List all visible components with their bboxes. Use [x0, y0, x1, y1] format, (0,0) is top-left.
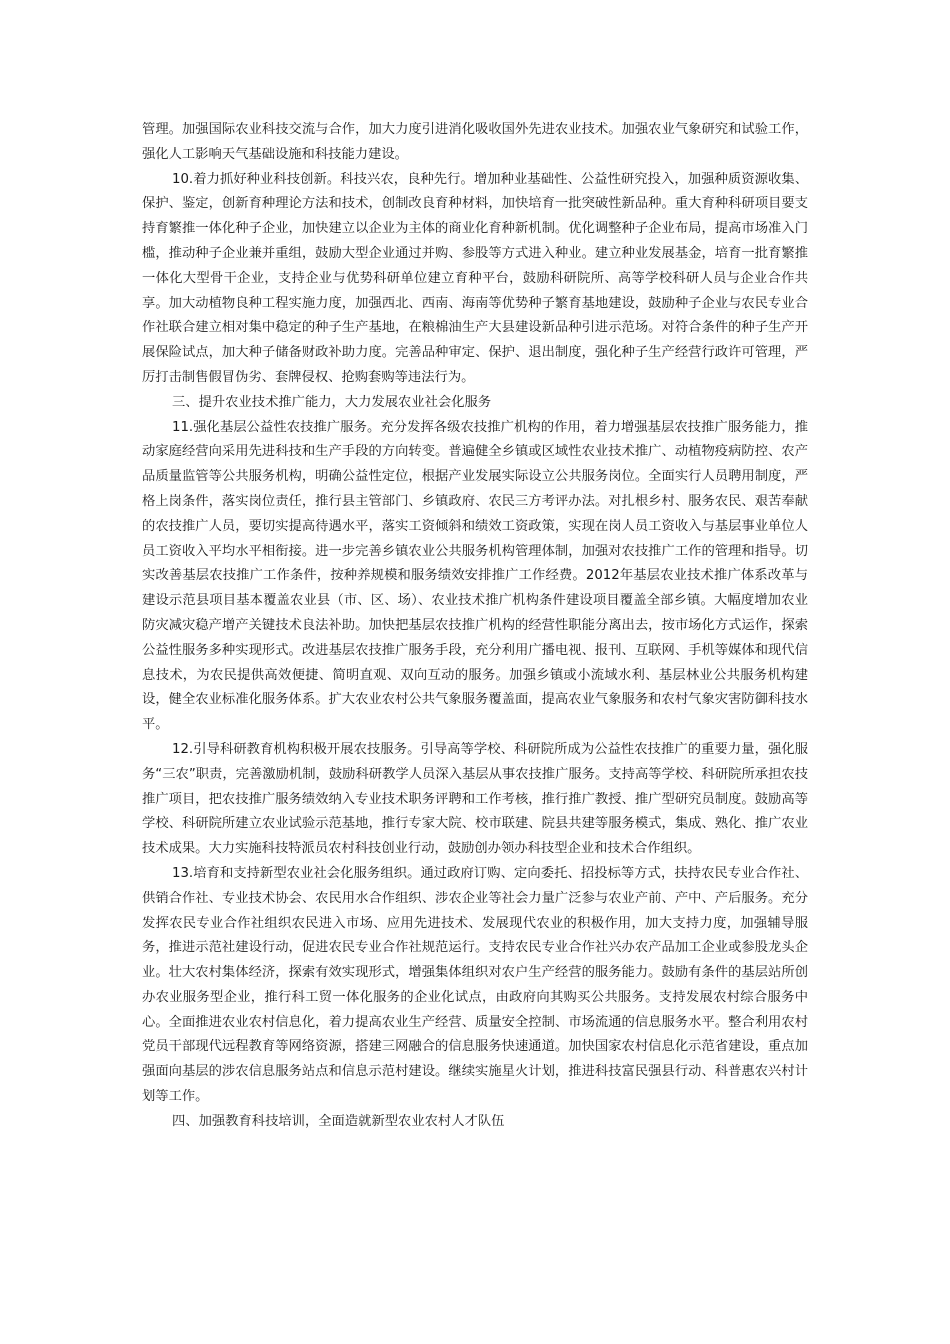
- paragraph-item-12: 12.引导科研教育机构积极开展农技服务。引导高等学校、科研院所成为公益性农技推广的重要力量，强化服务“三农”职责，完善激励机制，鼓励科研教学人员深入基层从事农技推广服务。支持高等学校、科研院所承担农技推广项目，把农技推广服务绩效纳入专业技术职务评聘和工作考核，推行推广教授、推广型研究员制度。鼓励高等学校、科研院所建立农业试验示范基地，推行专家大院、校市联建、院县共建等服务模式，集成、熟化、推广农业技术成果。大力实施科技特派员农村科技创业行动，鼓励创办领办科技型企业和技术合作组织。: [142, 741, 808, 857]
- section-heading-4: 四、加强教育科技培训，全面造就新型农业农村人才队伍: [172, 1113, 505, 1129]
- paragraph-item-13: 13.培育和支持新型农业社会化服务组织。通过政府订购、定向委托、招投标等方式，扶持农民专业合作社、供销合作社、专业技术协会、农民用水合作组织、涉农企业等社会力量广泛参与农业产前、产中、产后服务。充分发挥农民专业合作社组织农民进入市场、应用先进技术、发展现代农业的积极作用，加大支持力度，加强辅导服务，推进示范社建设行动，促进农民专业合作社规范运行。支持农民专业合作社兴办农产品加工企业或参股龙头企业。壮大农村集体经济，探索有效实现形式，增强集体组织对农户生产经营的服务能力。鼓励有条件的基层站所创办农业服务型企业，推行科工贸一体化服务的企业化试点，由政府向其购买公共服务。支持发展农村综合服务中心。全面推进农业农村信息化，着力提高农业生产经营、质量安全控制、市场流通的信息服务水平。整合利用农村党员干部现代远程教育等网络资源，搭建三网融合的信息服务快速通道。加快国家农村信息化示范省建设，重点加强面向基层的涉农信息服务站点和信息示范村建设。继续实施星火计划，推进科技富民强县行动、科普惠农兴村计划等工作。: [142, 865, 808, 1105]
- paragraph-item-11: 11.强化基层公益性农技推广服务。充分发挥各级农技推广机构的作用，着力增强基层农技推广服务能力，推动家庭经营向采用先进科技和生产手段的方向转变。普遍健全乡镇或区域性农业技术推广、动植物疫病防控、农产品质量监管等公共服务机构，明确公益性定位，根据产业发展实际设立公共服务岗位。全面实行人员聘用制度，严格上岗条件，落实岗位责任，推行县主管部门、乡镇政府、农民三方考评办法。对扎根乡村、服务农民、艰苦奉献的农技推广人员，要切实提高待遇水平，落实工资倾斜和绩效工资政策，实现在岗人员工资收入与基层事业单位人员工资收入平均水平相衔接。进一步完善乡镇农业公共服务机构管理体制，加强对农技推广工作的管理和指导。切实改善基层农技推广工作条件，按种养规模和服务绩效安排推广工作经费。2012年基层农业技术推广体系改革与建设示范县项目基本覆盖农业县（市、区、场）、农业技术推广机构条件建设项目覆盖全部乡镇。大幅度增加农业防灾减灾稳产增产关键技术良法补助。加快把基层农技推广机构的经营性职能分离出去，按市场化方式运作，探索公益性服务多种实现形式。改进基层农技推广服务手段，充分利用广播电视、报刊、互联网、手机等媒体和现代信息技术，为农民提供高效便捷、简明直观、双向互动的服务。加强乡镇或小流域水利、基层林业公共服务机构建设，健全农业标准化服务体系。扩大农业农村公共气象服务覆盖面，提高农业气象服务和农村气象灾害防御科技水平。: [142, 419, 808, 733]
- paragraph-continuation: 管理。加强国际农业科技交流与合作，加大力度引进消化吸收国外先进农业技术。加强农业气象研究和试验工作，强化人工影响天气基础设施和科技能力建设。: [142, 122, 808, 162]
- document-page: [142, 118, 808, 1135]
- paragraph-item-10: 10.着力抓好种业科技创新。科技兴农，良种先行。增加种业基础性、公益性研究投入，加强种质资源收集、保护、鉴定，创新育种理论方法和技术，创制改良育种材料，加快培育一批突破性新品种。重大育种科研项目要支持育繁推一体化种子企业，加快建立以企业为主体的商业化育种新机制。优化调整种子企业布局，提高市场准入门槛，推动种子企业兼并重组，鼓励大型企业通过并购、参股等方式进入种业。建立种业发展基金，培育一批育繁推一体化大型骨干企业，支持企业与优势科研单位建立育种平台，鼓励科研院所、高等学校科研人员与企业合作共享。加大动植物良种工程实施力度，加强西北、西南、海南等优势种子繁育基地建设，鼓励种子企业与农民专业合作社联合建立相对集中稳定的种子生产基地，在粮棉油生产大县建设新品种引进示范场。对符合条件的种子生产开展保险试点，加大种子储备财政补助力度。完善品种审定、保护、退出制度，强化种子生产经营行政许可管理，严厉打击制售假冒伪劣、套牌侵权、抢购套购等违法行为。: [142, 171, 808, 385]
- section-heading-3: 三、提升农业技术推广能力，大力发展农业社会化服务: [172, 394, 492, 410]
